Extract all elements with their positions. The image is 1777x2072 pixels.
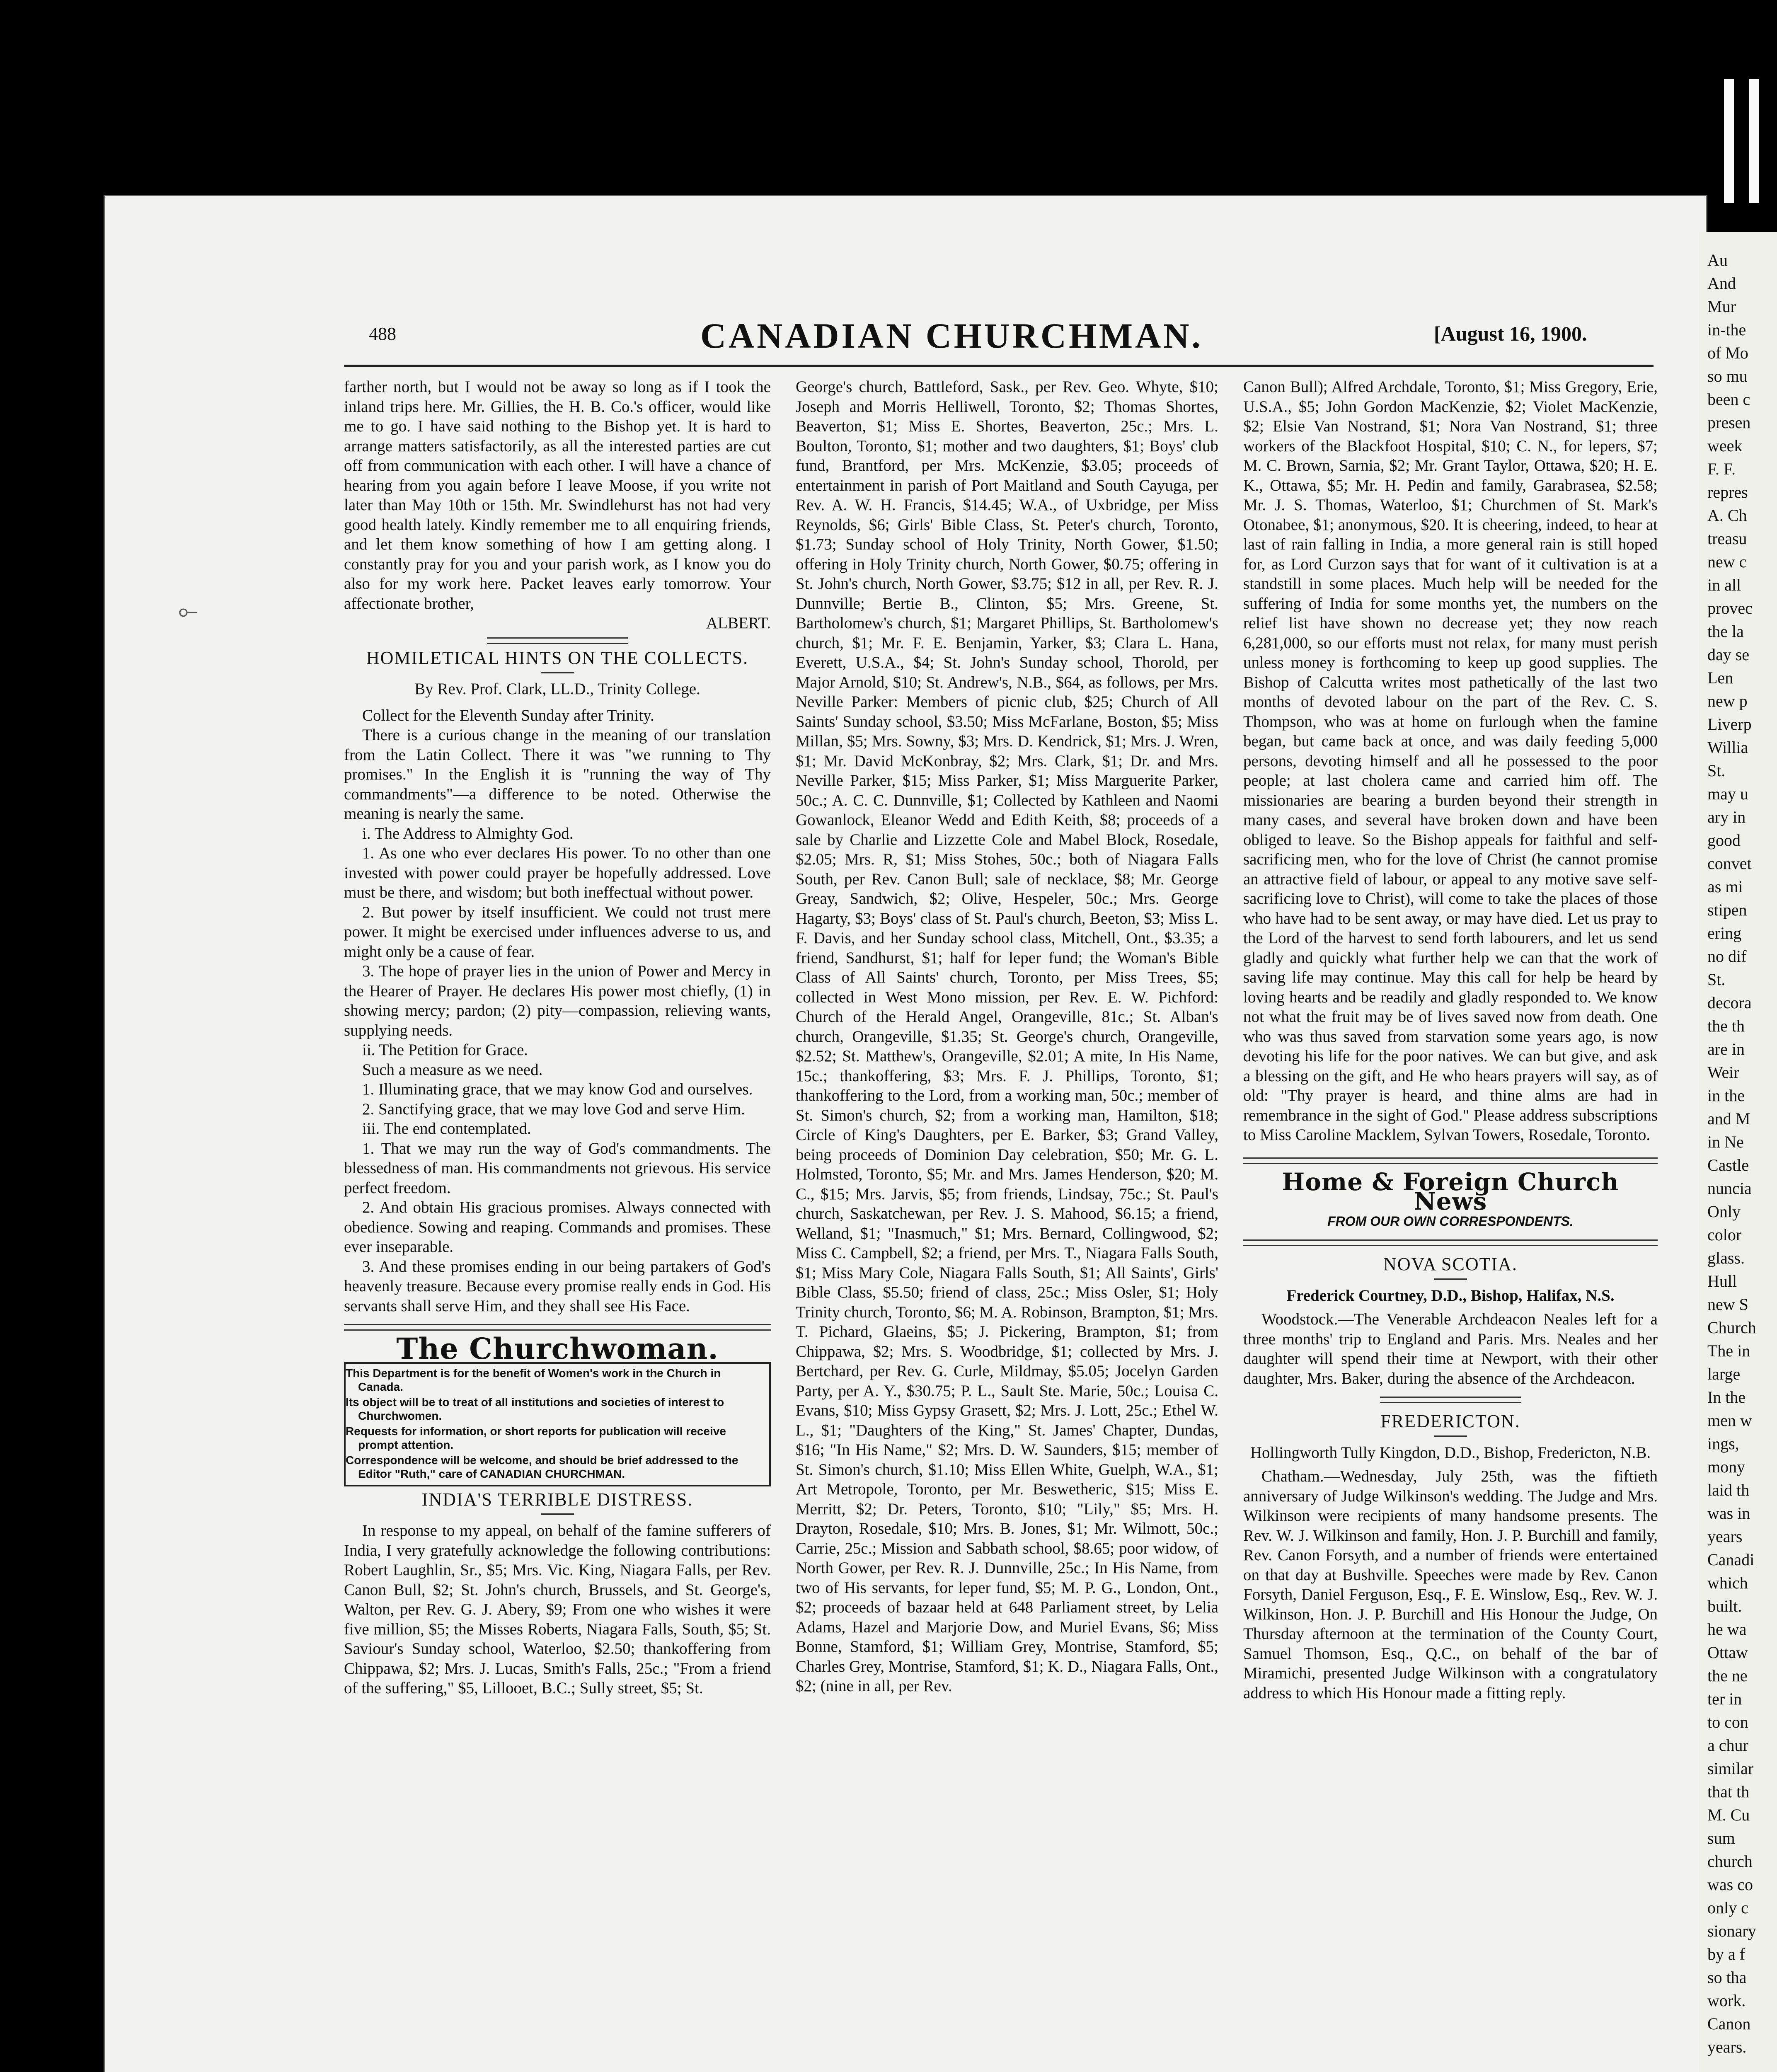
contributions-list: George's church, Battleford, Sask., per Rev. Geo. Whyte, $10; Joseph and Morris Helliwell, Toronto, $2; Thomas Shortes, Beaverton, $1; Miss E. Shortes, Beaverton, 25c.; Mrs. L. Boulton, Toronto, $1; mother and two daughters, $1; Boys' club fund, Brantford, per Mrs. McKenzie, $3.05; proceeds of entertainment in parish of Port Maitland and South Cayuga, per Rev. A. W. H. Francis, $14.45; W.A., of Uxbridge, per Miss Reynolds, $6; Girls' Bible Class, St. Peter's church, Toronto, $1.73; Sunday school of Holy Trinity, North Gower, $1.50; offering in Holy Trinity church, North Gower, $0.75; offering in St. John's church, North Gower, $3.75; $12 in all, per Rev. R. J. Dunnville; Bertie B., Clinton, $5; Mrs. Greene, St. Bartholomew's church, $1; Margaret Phillips, St. Bartholomew's church, $1; Mr. F. E. Benjamin, Yarker, $3; Clara L. Hana, Everett, U.S.A., $4; St. John's Sunday school, Thorold, per Major Arnold, $10; St. Andrew's, N.B., $64, as follows, per Mrs. Neville Parker: Members of picnic club, $25; Church of All Saints' Sunday school, $3.50; Miss McFarlane, Boston, $5; Miss Millan, $5; Mrs. Sowny, $3; Mrs. D. Kendrick, $1; Mrs. J. Wren, $1; Mr. David McKonbray, $2; Mrs. Clark, $1; Dr. and Mrs. Neville Parker, $15; Miss Parker, $1; Miss Marguerite Parker, 50c.; A. C. C. Dunnville, $1; Collected by Kathleen and Naomi Gowanlock, Eleanor Wedd and Edith Keith, $8; proceeds of a sale by Charlie and Lizzette Cole and Mabel Block, Rosedale, $2.05; Mrs. R, $1; Miss Stohes, 50c.; both of Niagara Falls South, per Rev. Canon Bull; sale of necklace, $8; Mr. George Greay, Sandwich, $2; Olive, Hespeler, 50c.; Mrs. George Hagarty, $3; Boys' class of St. Paul's church, Beeton, $3; Miss L. F. Davis, and her Sunday school class, Mitchell, Ont., $3.35; a friend, Sandhurst, $1; half for leper fund; the Woman's Bible Class of All Saints' church, Toronto, per Miss Trees, $5; collected in West Mono mission, per Rev. E. W. Pichford: Church of the Herald Angel, Orangeville, 81c.; St. Alban's church, Orangeville, $1.35; St. George's church, Orangeville, $2.52; St. Matthew's, Orangeville, $2.01; A mite, In His Name, 15c.; thankoffering, $3; Mrs. F. J. Phillips, Toronto, $1; thankoffering to the Lord, from a working man, 50c.; member of St. Simon's church, $2; from a working man, Hamilton, $18; Circle of King's Daughters, per E. Barker, $3; Grand Valley, being proceeds of Dominion Day celebration, $50; Mr. G. L. Holmsted, Toronto, $5; Mr. and Mrs. James Henderson, $20; M. C., $15; Mrs. Jarvis, $5; from friends, Lindsay, 75c.; St. Paul's church, Saskatchewan, per Rev. J. S. Mahood, $6.15; a friend, Welland, $1; "Inasmuch," $1; Mrs. Bernard, Collingwood, $2; Miss C. Campbell, $2; a friend, per Mrs. T., Niagara Falls South, $1; Miss Mary Cole, Niagara Falls South, $1; All Saints', Girls' Bible Class, $5.50; friend of class, 25c.; Miss Osler, $1; Holy Trinity church, Toronto, $6; M. A. Robinson, Brampton, $1; Mrs. T. Pichard, Glaeins, $5; J. Pickering, Brampton, $1; from Chippawa, $2; Mrs. S. Woodbridge, $1; collected by Mrs. J. Bertchard, per Rev. G. Curle, Mildmay, $5.05; Jocelyn Garden Party, per A. Y., $30.75; P. L., Sault Ste. Marie, 50c.; Louisa C. Evans, $10; Miss Gypsy Grasett, $2; Mrs. J. Lott, 25c.; Ethel W. L., $1; "Daughters of the King," St. James' Chapter, Dundas, $16; "In His Name," $2; Mrs. D. W. Saunders, $15; member of St. Simon's church, $1.10; Miss Ellen White, Guelph, W.A., $1; Art Metropole, Toronto, per Mr. Beswetheric, $15; Miss E. Merritt, $2; Dr. Peters, Toronto, $10; "Lily," $5; Mrs. H. Drayton, Rosedale, $10; Mrs. B. Jones, $1; Mr. Wilmott, 50c.; Carrie, 25c.; Mission and Sabbath school, $8.65; poor widow, of North Gower, per Rev. R. J. Dunnville, 25c.; In His Name, from two of His servants, for leper fund, $5; M. P. G., London, Ont., $2; proceeds of bazaar held at 648 Parliament street, by Lelia Adams, Hazel and Marjorie Dow, and Muriel Evans, $6; Miss Bonne, Stamford, $1; William Grey, Montrise, Stamford, $5; Charles Grey, Montrise, Stamford, $1; K. D., Niagara Falls, Ont., $2; (nine in all, per Rev. [796,378,1218,1695]
notice-line: This Department is for the benefit of Women's work in the Church in Canada. [346,1366,721,1393]
adjacent-page-fragment: A. Ch [1707,506,1747,525]
adjacent-page-fragment: M. Cu [1707,1806,1750,1824]
masthead-title: CANADIAN CHURCHMAN. [700,316,1203,356]
paragraph: 2. But power by itself insufficient. We could not trust mere power. It might be exercised under influences adverse to us, and might only be a cause of fear. [344,903,771,961]
paragraph: There is a curious change in the meaning of our translation from the Latin Collect. There it was "we running to Thy promises." In the English it is "running the way of Thy commandments"—a difference to be noted. Otherwise the meaning is nearly the same. [344,726,771,823]
adjacent-page-fragment: new c [1707,552,1747,571]
column-1 [344,377,771,1698]
paragraph: Woodstock.—The Venerable Archdeacon Neales left for a three months' trip to England and Paris. Mrs. Neales and her daughter will spend their time at Newport, with their other daughter, Mrs. Baker, during the absence of the Archdeacon. [1243,1310,1658,1387]
paragraph: Such a measure as we need. [362,1060,543,1079]
paragraph: i. The Address to Almighty God. [362,824,574,842]
adjacent-page-fragment: provec [1707,599,1753,617]
header-rule [344,365,1654,367]
adjacent-page-fragment: The in [1707,1341,1750,1360]
adjacent-page-fragment: new S [1707,1295,1748,1314]
adjacent-page-fragment: years [1707,1527,1743,1546]
margin-pencil-mark: ⟜ [178,597,198,625]
adjacent-page-fragment: laid th [1707,1481,1750,1499]
adjacent-page-fragment: stipen [1707,900,1747,919]
adjacent-page-fragment: was co [1707,1875,1753,1894]
adjacent-page-fragment: color [1707,1225,1742,1244]
section-rule [487,637,628,644]
adjacent-page-fragment: in all [1707,576,1741,594]
adjacent-page-fragment: ter in [1707,1690,1742,1708]
adjacent-page-fragment: so mu [1707,367,1748,385]
paragraph: In response to my appeal, on behalf of the famine sufferers of India, I very gratefully acknowledge the following contributions: Robert Laughlin, Sr., $5; Mrs. Vic. King, Niagara Falls, per Rev. Canon Bull, $2; St. John's church, Brussels, and St. George's, Walton, per Rev. G. J. Abery, $9; From one who wishes it were five million, $5; the Misses Roberts, Niagara Falls, South, $5; St. Saviour's Sunday school, Waterloo, $2.50; thankoffering from Chippawa, $2; Mrs. J. Lucas, Smith's Falls, 25c.; "From a friend of the suffering," $5, Lillooet, B.C.; Sully street, $5; St. [344,1522,771,1697]
distress-title: INDIA'S TERRIBLE DISTRESS. [421,1489,693,1510]
news-title: Home & Foreign Church News [1282,1167,1619,1215]
section-rule [541,1513,574,1515]
adjacent-page-fragment: Willia [1707,738,1748,757]
notice-line: Requests for information, or short reports for publication will receive prompt attention. [346,1424,726,1451]
section-rule [541,672,574,673]
adjacent-page-fragment: Canon [1707,2014,1751,2033]
nova-scotia-bishop: Frederick Courtney, D.D., Bishop, Halifax, N.S. [1286,1286,1615,1305]
paragraph: 3. The hope of prayer lies in the union of Power and Mercy in the Hearer of Prayer. He declares His power most chiefly, (1) in showing mercy; pardon; (2) pity—compassion, relieving wants, supplying needs. [344,962,771,1039]
adjacent-page-fragment: he wa [1707,1620,1747,1639]
adjacent-page-fragment: years. [1707,2038,1747,2056]
scan-left-edge [0,0,104,2072]
letter-signature: ALBERT. [706,614,771,632]
fredericton-title: FREDERICTON. [1380,1411,1520,1431]
adjacent-page-fragment: that th [1707,1782,1750,1801]
adjacent-page-fragment: in Ne [1707,1133,1744,1151]
adjacent-page-fragment: Hull [1707,1272,1737,1290]
adjacent-page-fragment: new p [1707,692,1748,710]
adjacent-page-fragment: large [1707,1365,1741,1383]
section-rule [1243,1157,1658,1164]
fredericton-bishop: Hollingworth Tully Kingdon, D.D., Bishop, Fredericton, N.B. [1250,1443,1651,1462]
adjacent-page-fragment: as mi [1707,877,1743,896]
spine-mark [1724,79,1734,203]
paragraph: Chatham.—Wednesday, July 25th, was the fiftieth anniversary of Judge Wilkinson's wedding. The Judge and Mrs. Wilkinson were recipients of many handsome presents. The Rev. W. J. Wilkinson and family, Hon. J. P. Burchill and family, Rev. Canon Forsyth, and a number of friends were entertained on that day at Bushville. Speeches were made by Rev. Canon Forsyth, Daniel Ferguson, Esq., F. E. Winslow, Esq., Rev. W. J. Wilkinson, Hon. J. P. Burchill and His Honour the Judge, On Thursday afternoon at the termination of the County Court, Samuel Thomson, Esq., Q.C., on behalf of the bar of Miramichi, presented Judge Wilkinson with a congratulatory address to which His Honour made a fitting reply. [1243,1467,1658,1702]
paragraph: 2. Sanctifying grace, that we may love God and serve Him. [362,1100,745,1118]
adjacent-page-fragment: so tha [1707,1968,1747,1987]
adjacent-page-fragment: only c [1707,1898,1748,1917]
news-subtitle: FROM OUR OWN CORRESPONDENTS. [1327,1213,1574,1229]
adjacent-page-fragment: Church [1707,1318,1756,1337]
adjacent-page-fragment: Weir [1707,1063,1739,1082]
adjacent-page-fragment: Ottaw [1707,1643,1748,1662]
adjacent-page-fragment: St. [1707,970,1726,989]
adjacent-page-fragment: may u [1707,784,1748,803]
adjacent-page-fragment: Au [1707,251,1728,269]
adjacent-page-fragment: similar [1707,1759,1754,1778]
adjacent-page-fragment: are in [1707,1040,1745,1058]
adjacent-page-fragment: by a f [1707,1945,1746,1963]
adjacent-page-fragment: repres [1707,483,1748,501]
adjacent-page-fragment: a chur [1707,1736,1748,1755]
adjacent-page-fragment: glass. [1707,1249,1745,1267]
adjacent-page-edge [1699,232,1777,2072]
adjacent-page-fragment: the la [1707,622,1744,641]
adjacent-page-fragment: day se [1707,645,1750,664]
adjacent-page-fragment: ary in [1707,808,1746,826]
notice-line: Its object will be to treat of all institutions and societies of interest to Churchwomen. [346,1395,724,1422]
adjacent-page-fragment: ings, [1707,1434,1739,1453]
page-number: 488 [369,324,396,344]
spine-mark [1749,79,1759,203]
adjacent-page-fragment: Castle [1707,1156,1749,1174]
column-3 [1243,377,1658,1703]
letter-paragraph: farther north, but I would not be away so long as if I took the inland trips here. Mr. Gillies, the H. B. Co.'s officer, would like me to go. I have said nothing to the Bishop yet. It is hard to arrange matters satisfactorily, as all the interested parties are cut off from communication with each other. I will have a chance of hearing from you again before I leave Moose, if you write not later than May 10th or 15th. Mr. Swindlehurst has not had very good health lately. Kindly remember me to all enquiring friends, and let them know something of how I am getting along. I constantly pray for you and your parish work, as I know you do also for my work here. Packet leaves early tomorrow. Your affectionate brother, [344,378,771,612]
adjacent-page-fragment: the ne [1707,1666,1748,1685]
adjacent-page-fragment: Len [1707,668,1733,687]
adjacent-page-fragment: presen [1707,413,1751,432]
adjacent-page-fragment: been c [1707,390,1750,409]
paragraph: 1. Illuminating grace, that we may know God and ourselves. [362,1080,753,1098]
section-rule [1380,1397,1521,1403]
adjacent-page-fragment: church [1707,1852,1753,1871]
adjacent-page-fragment: convet [1707,854,1752,873]
paragraph: 2. And obtain His gracious promises. Always connected with obedience. Sowing and reaping. Commands and promises. These ever inseparable. [344,1198,771,1256]
column-2 [796,377,1218,1696]
adjacent-page-fragment: Mur [1707,297,1736,316]
paragraph: 1. As one who ever declares His power. To no other than one invested with power could prayer be hopefully addressed. Love must be there, and wisdom; but both ineffectual without power. [344,844,771,901]
adjacent-page-fragment: built. [1707,1597,1742,1615]
adjacent-page-fragment: work. [1707,1991,1746,2010]
adjacent-page-fragment: which [1707,1573,1748,1592]
section-rule [344,1324,771,1331]
adjacent-page-fragment: sum [1707,1829,1735,1847]
adjacent-page-fragment: mony [1707,1457,1746,1476]
section-rule [1434,1278,1467,1280]
adjacent-page-fragment: and M [1707,1109,1750,1128]
churchwoman-title: The Churchwoman. [396,1331,719,1366]
department-notice [344,1362,771,1486]
paragraph: 3. And these promises ending in our being partakers of God's heavenly treasure. Because every promise really ends in God. His servants shall serve Him, and they shall see His Face. [344,1257,771,1315]
adjacent-page-fragment: week [1707,436,1743,455]
adjacent-page-fragment: in-the [1707,320,1746,339]
adjacent-page-fragment: In the [1707,1388,1746,1406]
adjacent-page-fragment: no dif [1707,947,1747,966]
byline: By Rev. Prof. Clark, LL.D., Trinity College. [414,680,700,698]
adjacent-page-fragment: ering [1707,924,1742,942]
adjacent-page-fragment: men w [1707,1411,1752,1430]
paragraph: 1. That we may run the way of God's commandments. The blessedness of man. His commandments not grievous. His service perfect freedom. [344,1139,771,1197]
section-rule [1434,1435,1467,1437]
paragraph: ii. The Petition for Grace. [362,1041,528,1059]
appeal-continuation: Canon Bull); Alfred Archdale, Toronto, $1; Miss Gregory, Erie, U.S.A., $5; John Gordon MacKenzie, $2; Violet MacKenzie, $2; Elsie Van Nostrand, $1; Nora Van Nostrand, $1; three workers of the Blackfoot Hospital, $10; C. N., for lepers, $7; M. C. Brown, Sarnia, $2; Mr. Grant Taylor, Ottawa, $20; H. E. K., Ottawa, $5; Mr. H. Pedin and family, Garabrasea, $2.58; Mr. J. S. Thomas, Waterloo, $1; Churchmen of St. Mark's Otonabee, $1; anonymous, $20. It is cheering, indeed, to hear at last of rain falling in India, a more general rain is still hoped for, as Lord Curzon says that for want of it cultivation is at a standstill in some places. Much help will be needed for the suffering of India for some months yet, the numbers on the relief list have shown no decrease yet; they now reach 6,281,000, so our efforts must not relax, for many must perish unless money is forthcoming to keep up good supplies. The Bishop of Calcutta writes most pathetically of the last two months of devoted labour on the part of the Rev. C. S. Thompson, who was at home on furlough when the famine began, but came back at once, and was daily feeding 5,000 persons, devoting himself and all he possessed to the poor people; at last cholera came and carried him off. The missionaries are bearing a burden beyond their strength in many cases, and several have broken down and have been obliged to leave. So the Bishop appeals for faithful and self-sacrificing men, who for the love of Christ (he cannot promise an attractive field of labour, or appeal to any motive save self-sacrificing love to Christ), will come to take the places of those who have had to be sent away, or may have died. Let us pray to the Lord of the harvest to send forth labourers, and let us send gladly and quickly what further help we can that the work of saving life may continue. May this call for help be heard by loving hearts and be readily and gladly responded to. We know not what the fruit may be of lives saved now from death. One who was thus saved from starvation some years ago, is now devoting his life for the poor natives. We can but give, and ask a blessing on the gift, and He who hears prayers will say, as of old: "Thy prayer is heard, and thine alms are had in remembrance in the sight of God." Please address subscriptions to Miss Caroline Macklem, Sylvan Towers, Rosedale, Toronto. [1243,378,1658,1144]
adjacent-page-fragment: the th [1707,1017,1745,1035]
adjacent-page-fragment: Only [1707,1202,1741,1221]
adjacent-page-fragment: nuncia [1707,1179,1752,1198]
adjacent-page-fragment: decora [1707,993,1752,1012]
adjacent-page-fragment: to con [1707,1713,1748,1731]
adjacent-page-fragment: treasu [1707,529,1747,548]
adjacent-page-fragment: Canadi [1707,1550,1755,1569]
adjacent-page-fragment: And [1707,274,1736,293]
adjacent-page-fragment: good [1707,831,1741,850]
notice-line: Correspondence will be welcome, and should be brief addressed to the Editor "Ruth," care of CANADIAN CHURCHMAN. [346,1453,738,1480]
adjacent-page-fragment: F. F. [1707,460,1736,478]
issue-date: [August 16, 1900. [1434,322,1587,345]
adjacent-page-fragment: Liverp [1707,715,1752,733]
adjacent-page-fragment: St. [1707,761,1726,780]
adjacent-page-fragment: in the [1707,1086,1745,1105]
nova-scotia-title: NOVA SCOTIA. [1383,1254,1518,1274]
section-rule [1243,1239,1658,1246]
adjacent-page-fragment: sionary [1707,1922,1756,1940]
homiletical-title: HOMILETICAL HINTS ON THE COLLECTS. [366,647,749,668]
page-header [245,307,1654,356]
adjacent-page-fragment: of Mo [1707,344,1748,362]
paragraph: Collect for the Eleventh Sunday after Trinity. [362,706,654,724]
paragraph: iii. The end contemplated. [362,1120,531,1138]
adjacent-page-fragment: was in [1707,1504,1750,1523]
